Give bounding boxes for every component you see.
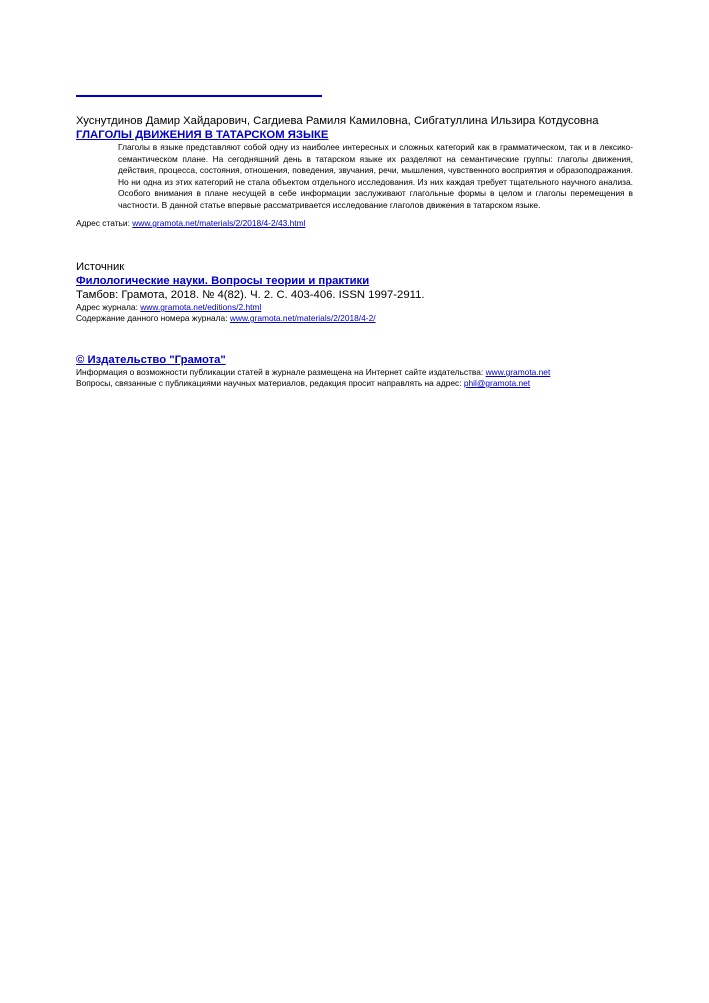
issue-url-link[interactable]: www.gramota.net/materials/2/2018/4-2/ — [229, 313, 376, 323]
publisher-email-link[interactable]: phil@gramota.net — [463, 378, 531, 388]
journal-url-link[interactable]: www.gramota.net/editions/2.html — [140, 302, 262, 312]
publisher-info-text: Информация о возможности публикации статей в журнале размещена на Интернет сайте издательства: — [76, 367, 484, 377]
publication-info: Тамбов: Грамота, 2018. № 4(82). Ч. 2. C. 403-406. ISSN 1997-2911. — [76, 289, 425, 301]
journal-url-label: Адрес журнала: — [76, 302, 138, 312]
journal-url-line — [76, 302, 634, 313]
article-url-label: Адрес статьи: — [76, 218, 130, 228]
article-authors: Хуснутдинов Дамир Хайдарович, Сагдиева Рамиля Камиловна, Сибгатуллина Ильзира Котдусовна — [76, 115, 599, 127]
article-url-line — [76, 218, 634, 229]
publisher-site-link[interactable]: www.gramota.net — [485, 367, 551, 377]
journal-title-link[interactable]: Филологические науки. Вопросы теории и практики — [76, 275, 370, 287]
publisher-info-line — [76, 367, 634, 378]
issue-url-line — [76, 313, 634, 324]
issue-url-label: Содержание данного номера журнала: — [76, 313, 228, 323]
publisher-contact-text: Вопросы, связанные с публикациями научных материалов, редакция просит направлять на адрес: — [76, 378, 462, 388]
article-abstract: Глаголы в языке представляют собой одну из наиболее интересных и сложных категорий как в грамматическом, так и в лексико-семантическом плане. На сегодняшний день в татарском языке их разделяют на семантические группы: глаголы движения, действия, процесса, состояния, отношения, поведения, звучания, речи, мышления, чувственного восприятия и образоподражания. Но ни одна из этих категорий не стала объектом отдельного исследования. Из них каждая требует тщательного научного анализа. Особого внимания в плане несущей в себе информации заслуживают глагольные формы в целом и глаголы перемещения в частности. В данной статье впервые рассматривается исследование глаголов движения в татарском языке. — [118, 142, 633, 210]
publisher-contact-line — [76, 378, 634, 389]
article-url-link[interactable]: www.gramota.net/materials/2/2018/4-2/43.html — [132, 218, 306, 228]
header-rule — [76, 95, 322, 97]
publisher-copyright-link[interactable]: © Издательство "Грамота" — [76, 354, 226, 366]
source-label: Источник — [76, 261, 125, 273]
article-title-link[interactable]: ГЛАГОЛЫ ДВИЖЕНИЯ В ТАТАРСКОМ ЯЗЫКЕ — [76, 129, 329, 141]
